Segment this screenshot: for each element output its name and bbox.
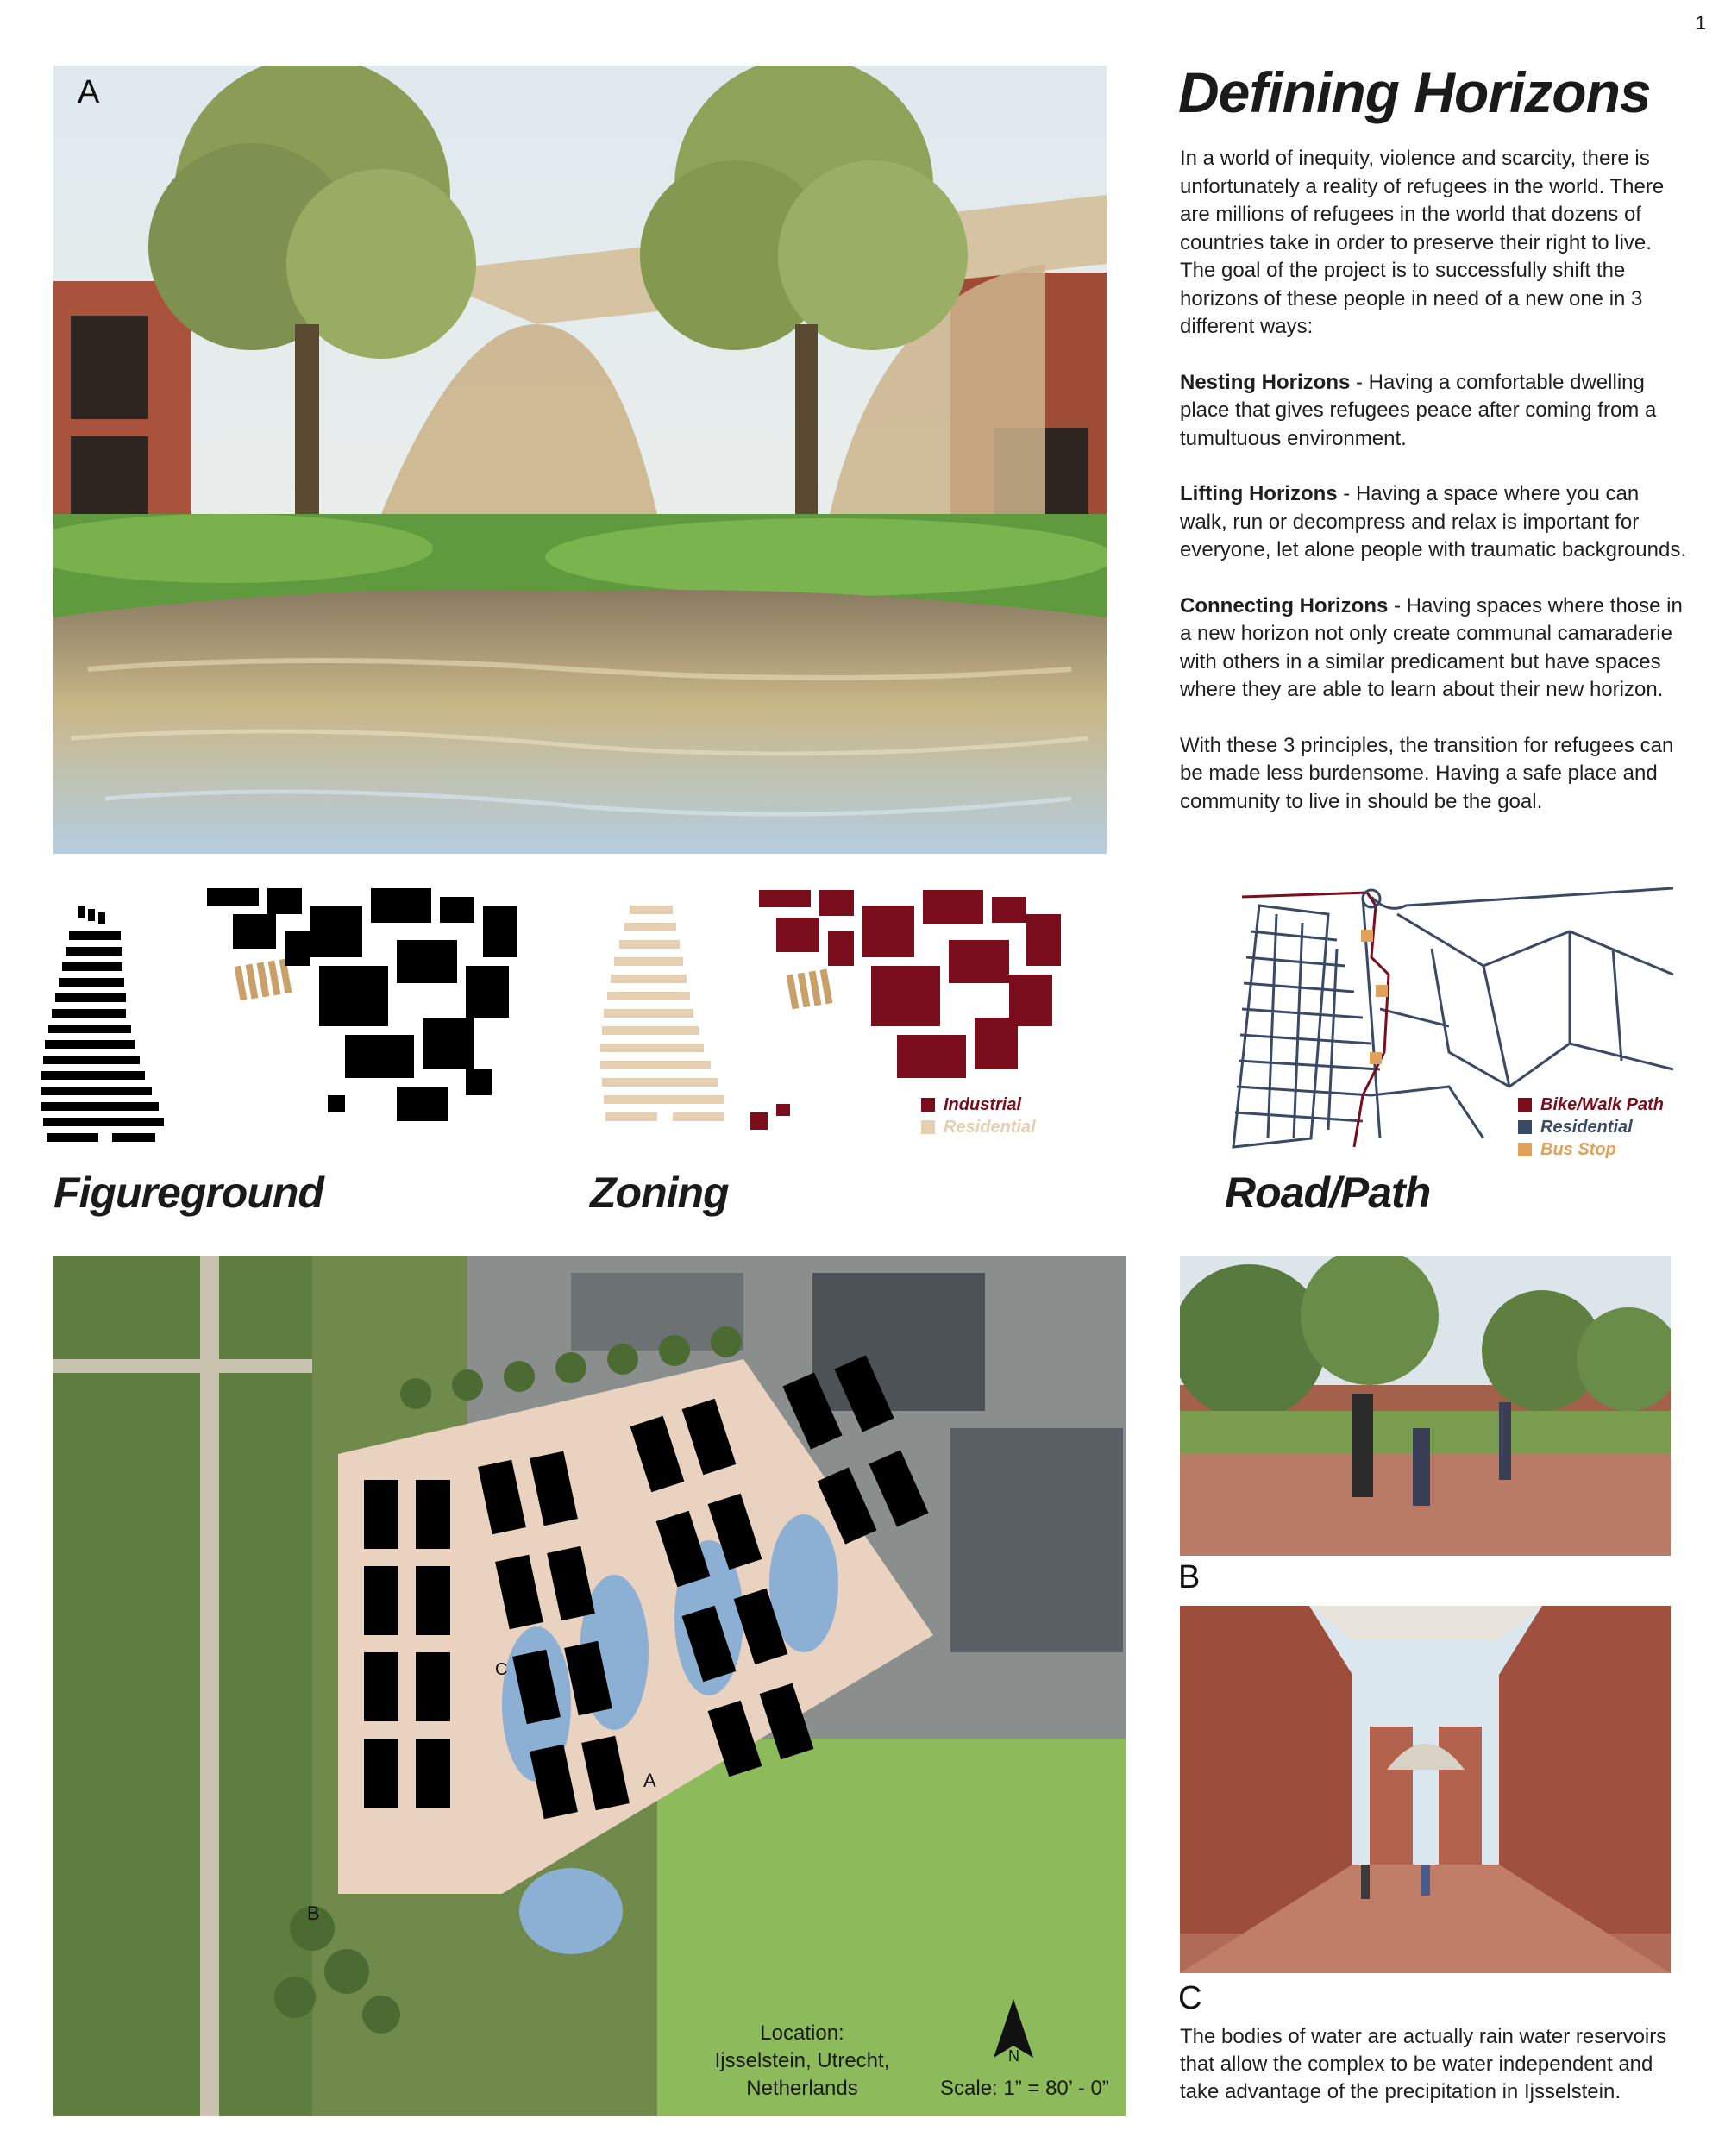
- zoning-title: Zoning: [590, 1169, 729, 1217]
- principle-nesting-name: Nesting Horizons: [1180, 370, 1351, 394]
- industrial-swatch: [921, 1098, 935, 1112]
- road-path-title: Road/Path: [1225, 1169, 1431, 1217]
- render-a-illustration: [53, 66, 1107, 854]
- principle-connecting: [1180, 592, 1689, 705]
- figureground-residential-blocks: [41, 906, 164, 1142]
- bus-stop-swatch: [1518, 1143, 1532, 1156]
- zoning-legend: [921, 1094, 1036, 1138]
- figureground-project-blocks: [235, 959, 292, 1001]
- figureground-industrial-blocks: [207, 888, 518, 1121]
- legend-residential-road: [1518, 1116, 1664, 1138]
- page-number: 1: [1695, 12, 1706, 34]
- legend-residential-label: Residential: [944, 1118, 1036, 1137]
- render-a-courtyard-pond: [53, 66, 1107, 854]
- site-marker-a: A: [643, 1770, 656, 1791]
- road-legend: [1518, 1094, 1664, 1161]
- description-text: [1180, 145, 1689, 843]
- legend-industrial: [921, 1094, 1036, 1116]
- render-c-illustration: [1180, 1606, 1671, 1973]
- site-marker-c: C: [495, 1660, 508, 1679]
- bike-walk-swatch: [1518, 1098, 1532, 1112]
- page-title: Defining Horizons: [1178, 60, 1651, 124]
- figureground-drawing: [34, 880, 535, 1164]
- bus-stop-icon: [1376, 985, 1388, 997]
- location-block: [690, 2020, 914, 2103]
- principle-lifting: [1180, 480, 1689, 565]
- location-line-2: Netherlands: [746, 2077, 858, 2100]
- bus-stop-icon: [1361, 930, 1373, 942]
- render-b-illustration: [1180, 1256, 1671, 1556]
- intro-paragraph: In a world of inequity, violence and scarcity, there is unfortunately a reality of refugees in the world. There are millions of refugees in the world that dozens of countries take in order to preserve their right to live. The goal of the project is to successfully shift the horizons of these people in need of a new one in 3 different ways:: [1180, 147, 1665, 338]
- legend-bike-walk-label: Bike/Walk Path: [1540, 1095, 1665, 1114]
- legend-bus-stop: [1518, 1138, 1664, 1161]
- residential-road-swatch: [1518, 1120, 1532, 1134]
- legend-industrial-label: Industrial: [944, 1095, 1022, 1114]
- principle-nesting: [1180, 369, 1689, 454]
- principle-nesting-text: - Having a comfortable dwelling place that gives refugees peace after coming from a tumultuous environment.: [1180, 370, 1657, 450]
- site-plan-illustration: [53, 1256, 1126, 2116]
- site-marker-b: B: [307, 1902, 320, 1924]
- zoning-project-blocks: [787, 969, 833, 1010]
- site-plan-aerial: [53, 1256, 1126, 2116]
- render-c-alley: [1180, 1606, 1671, 1973]
- location-line-1: Ijsselstein, Utrecht,: [714, 2049, 890, 2072]
- bus-stop-icon: [1370, 1052, 1382, 1064]
- render-c-label: C: [1178, 1980, 1202, 2016]
- figureground-diagram: [34, 880, 535, 1164]
- caption-c: The bodies of water are actually rain water reservoirs that allow the complex to be water independent and take advantage of the precipitation in Ijsselstein.: [1180, 2025, 1667, 2103]
- legend-bike-walk: [1518, 1094, 1664, 1116]
- legend-residential: [921, 1116, 1036, 1138]
- north-label: N: [1008, 2047, 1019, 2065]
- principle-connecting-text: - Having spaces where those in a new horizon not only create communal camaraderie with others in a similar predicament but have spaces where they are able to learn about their new horizon.: [1180, 593, 1683, 701]
- residential-swatch: [921, 1120, 935, 1134]
- figureground-title: Figureground: [53, 1169, 323, 1217]
- render-b-label: B: [1178, 1559, 1201, 1595]
- render-a-label: A: [78, 74, 100, 110]
- zoning-residential-blocks: [600, 906, 724, 1121]
- scale-label: Scale: 1” = 80’ - 0”: [940, 2077, 1109, 2100]
- legend-residential-road-label: Residential: [1540, 1118, 1633, 1137]
- principle-lifting-name: Lifting Horizons: [1180, 482, 1338, 505]
- principle-lifting-text: - Having a space where you can walk, run or decompress and relax is important for everyone, let alone people with traumatic backgrounds.: [1180, 482, 1687, 561]
- conclusion-paragraph: With these 3 principles, the transition for refugees can be made less burdensome. Having a safe place and community to live in should be the goal.: [1180, 733, 1674, 813]
- principle-connecting-name: Connecting Horizons: [1180, 593, 1389, 617]
- legend-bus-stop-label: Bus Stop: [1540, 1140, 1616, 1159]
- render-b-plaza: [1180, 1256, 1671, 1556]
- location-label: Location:: [760, 2021, 844, 2045]
